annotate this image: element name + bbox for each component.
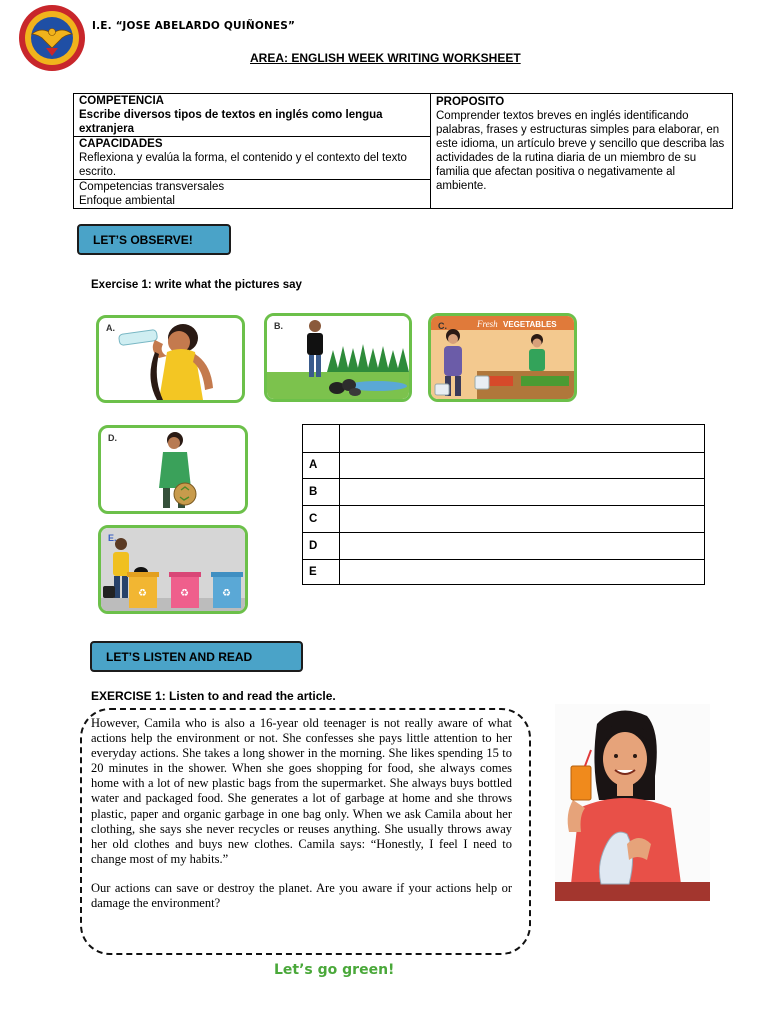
transversales-line2: Enfoque ambiental (79, 195, 175, 207)
svg-text:♻: ♻ (222, 588, 231, 599)
svg-text:♻: ♻ (138, 588, 147, 599)
picture-b-label: B. (274, 321, 283, 331)
answer-row-d[interactable] (303, 532, 704, 560)
girl-with-juice-illustration (555, 704, 710, 901)
capacidades-cell (74, 137, 430, 180)
answer-row-key: E (309, 565, 317, 578)
picture-e-illustration (101, 528, 245, 611)
section-label-observe: LET’S OBSERVE! (77, 224, 231, 255)
competency-left-column (74, 94, 431, 208)
picture-b (264, 313, 412, 402)
competencia-cell (74, 94, 430, 137)
answer-row-a[interactable] (303, 452, 704, 479)
vegetables-sign: VEGETABLES (503, 320, 557, 329)
picture-c (428, 313, 577, 402)
competency-table (73, 93, 733, 209)
picture-c-illustration (431, 316, 574, 399)
picture-e-label: E. (108, 533, 117, 543)
transversales-cell (74, 180, 430, 210)
article-text (91, 716, 512, 911)
answer-row-key: B (309, 485, 318, 498)
proposito-heading: PROPOSITO (436, 96, 505, 108)
transversales-line1: Competencias transversales (79, 181, 225, 193)
article-paragraph-1: However, Camila who is also a 16-year old teenager is not really aware of what actions help the environment or not. She confesses she pays little attention to her everyday actions. She takes a long shower in the morning. She likes spending 15 to 20 minutes in the shower. When she goes shopping for food, she always comes home with a lot of new plastic bags from the supermarket. She always buys bottled water and packaged food. She generates a lot of garbage at home and she throws plastic, paper and organic garbage in one bag only. When we ask Camila about her clothing, she says she never recycles or reuses anything. She usually throws away her old clothes and buys new clothes. Camila says: “Honestly, I feel I need to change most of my habits.” (91, 716, 512, 866)
picture-d (98, 425, 248, 514)
picture-e (98, 525, 248, 614)
picture-d-label: D. (108, 433, 117, 443)
school-logo (18, 4, 86, 72)
answer-row-b[interactable] (303, 478, 704, 506)
page-title: AREA: ENGLISH WEEK WRITING WORKSHEET (250, 51, 521, 65)
answer-row-key: A (309, 459, 318, 471)
answer-row-c[interactable] (303, 505, 704, 533)
competencia-heading: COMPETENCIA (79, 95, 164, 107)
picture-c-label: C. (438, 321, 447, 331)
answer-row-key: D (309, 539, 318, 552)
answer-row-header (303, 425, 704, 453)
picture-b-illustration (267, 316, 409, 399)
vegetables-sign-fresh: Fresh (477, 319, 498, 329)
proposito-text: Comprender textos breves en inglés identificando palabras, frases y estructuras simples para elaborar, en este idioma, un artículo breve y sencillo que describa las actividades de la rutina diaria de un miembro de su familia que afectan positiva o negativamente al ambiente. (436, 110, 725, 192)
picture-a-illustration (99, 318, 242, 400)
exercise-listen-instructions: EXERCISE 1: Listen to and read the article. (91, 689, 336, 703)
article-paragraph-2: Our actions can save or destroy the planet. Are you aware if your actions help or damage the environment? (91, 880, 512, 911)
svg-text:♻: ♻ (180, 588, 189, 599)
school-name: I.E. “JOSE ABELARDO QUIÑONES” (92, 20, 296, 32)
answer-table (302, 424, 705, 585)
proposito-cell (431, 94, 732, 208)
exercise-1-instructions: Exercise 1: write what the pictures say (91, 279, 302, 291)
competencia-text: Escribe diversos tipos de textos en inglés como lengua extranjera (79, 109, 383, 135)
picture-a-label: A. (106, 323, 115, 333)
picture-d-illustration (101, 428, 245, 511)
capacidades-heading: CAPACIDADES (79, 138, 163, 150)
section-label-listen: LET’S LISTEN AND READ (90, 641, 303, 672)
answer-row-key: C (309, 512, 318, 525)
slogan: Let’s go green! (274, 962, 395, 978)
answer-row-e[interactable] (303, 559, 704, 584)
picture-a (96, 315, 245, 403)
capacidades-text: Reflexiona y evalúa la forma, el contenido y el contexto del texto escrito. (79, 152, 407, 178)
